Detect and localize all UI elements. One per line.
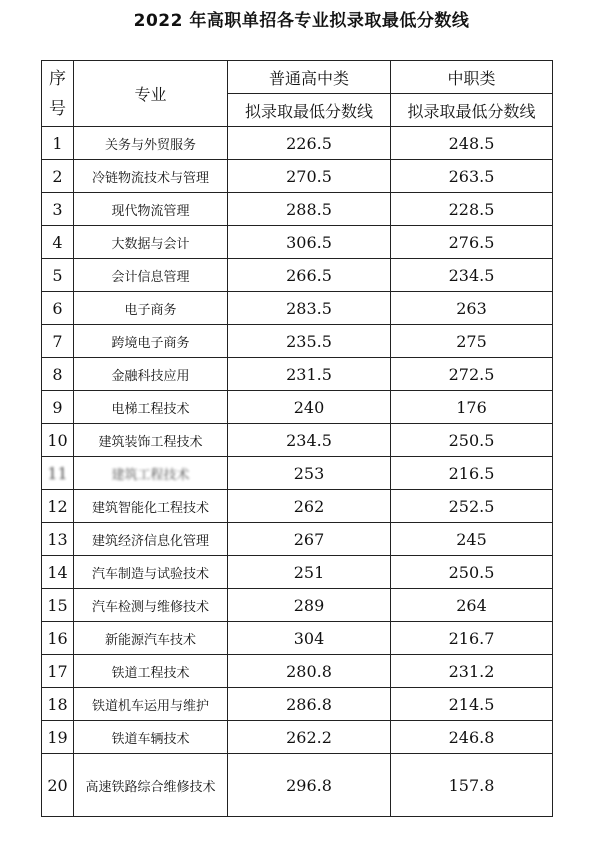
row-vocational-score: 272.5	[391, 358, 553, 391]
row-vocational-score: 276.5	[391, 226, 553, 259]
row-general-score: 304	[228, 622, 391, 655]
row-major: 新能源汽车技术	[74, 622, 228, 655]
header-index-line2: 号	[49, 98, 66, 119]
row-general-score: 267	[228, 523, 391, 556]
header-index-line1: 序	[49, 68, 66, 89]
row-index: 10	[42, 424, 74, 457]
table-row	[42, 160, 553, 193]
row-vocational-score: 250.5	[391, 424, 553, 457]
row-index: 1	[42, 127, 74, 160]
row-vocational-score: 263	[391, 292, 553, 325]
table-row	[42, 754, 553, 817]
row-major: 跨境电子商务	[74, 325, 228, 358]
row-major: 建筑智能化工程技术	[74, 490, 228, 523]
row-major: 会计信息管理	[74, 259, 228, 292]
header-index	[42, 61, 74, 127]
row-major-text: 建筑工程技术	[111, 467, 190, 483]
table-row	[42, 523, 553, 556]
row-vocational-score: 263.5	[391, 160, 553, 193]
row-major: 建筑装饰工程技术	[74, 424, 228, 457]
row-index: 7	[42, 325, 74, 358]
row-general-score: 306.5	[228, 226, 391, 259]
table-row	[42, 259, 553, 292]
table-row	[42, 457, 553, 490]
row-general-score: 280.8	[228, 655, 391, 688]
row-vocational-score: 275	[391, 325, 553, 358]
row-index: 17	[42, 655, 74, 688]
row-major: 大数据与会计	[74, 226, 228, 259]
row-vocational-score: 157.8	[391, 754, 553, 817]
row-vocational-score: 248.5	[391, 127, 553, 160]
row-index: 20	[42, 754, 74, 817]
row-vocational-score: 228.5	[391, 193, 553, 226]
row-vocational-score: 216.5	[391, 457, 553, 490]
table-row	[42, 490, 553, 523]
table-row	[42, 424, 553, 457]
header-vocational-min-score: 拟录取最低分数线	[391, 94, 553, 127]
row-index: 16	[42, 622, 74, 655]
row-vocational-score: 264	[391, 589, 553, 622]
row-general-score: 289	[228, 589, 391, 622]
row-major: 电梯工程技术	[74, 391, 228, 424]
row-major: 铁道车辆技术	[74, 721, 228, 754]
row-vocational-score: 252.5	[391, 490, 553, 523]
row-general-score: 234.5	[228, 424, 391, 457]
table-row	[42, 292, 553, 325]
table-row	[42, 556, 553, 589]
table-row	[42, 193, 553, 226]
row-index: 4	[42, 226, 74, 259]
row-general-score: 262	[228, 490, 391, 523]
table-row	[42, 688, 553, 721]
row-major: 高速铁路综合维修技术	[74, 754, 228, 817]
row-general-score: 240	[228, 391, 391, 424]
row-index: 2	[42, 160, 74, 193]
row-vocational-score: 234.5	[391, 259, 553, 292]
row-index-text: 11	[47, 463, 68, 483]
row-general-score: 296.8	[228, 754, 391, 817]
table-row	[42, 127, 553, 160]
row-general-score: 262.2	[228, 721, 391, 754]
row-index: 6	[42, 292, 74, 325]
row-index	[42, 457, 74, 490]
row-major: 现代物流管理	[74, 193, 228, 226]
table-body	[42, 127, 553, 817]
row-index: 12	[42, 490, 74, 523]
row-general-score: 253	[228, 457, 391, 490]
row-major: 汽车制造与试验技术	[74, 556, 228, 589]
row-general-score: 270.5	[228, 160, 391, 193]
row-major: 建筑经济信息化管理	[74, 523, 228, 556]
row-index: 19	[42, 721, 74, 754]
row-major: 汽车检测与维修技术	[74, 589, 228, 622]
score-table	[41, 60, 553, 817]
row-index: 18	[42, 688, 74, 721]
row-major: 冷链物流技术与管理	[74, 160, 228, 193]
row-major: 铁道机车运用与维护	[74, 688, 228, 721]
row-general-score: 226.5	[228, 127, 391, 160]
table-row	[42, 589, 553, 622]
row-general-score: 288.5	[228, 193, 391, 226]
row-vocational-score: 176	[391, 391, 553, 424]
row-index: 9	[42, 391, 74, 424]
row-major: 铁道工程技术	[74, 655, 228, 688]
header-major: 专业	[74, 61, 228, 127]
table-row	[42, 226, 553, 259]
row-vocational-score: 246.8	[391, 721, 553, 754]
table-header	[42, 61, 553, 127]
table-row	[42, 358, 553, 391]
row-general-score: 251	[228, 556, 391, 589]
table-row	[42, 721, 553, 754]
row-vocational-score: 214.5	[391, 688, 553, 721]
row-index: 15	[42, 589, 74, 622]
row-vocational-score: 231.2	[391, 655, 553, 688]
header-general-group: 普通高中类	[228, 61, 391, 94]
header-vocational-group: 中职类	[391, 61, 553, 94]
row-major	[74, 457, 228, 490]
row-major: 电子商务	[74, 292, 228, 325]
row-major: 金融科技应用	[74, 358, 228, 391]
row-general-score: 286.8	[228, 688, 391, 721]
row-index: 14	[42, 556, 74, 589]
header-general-min-score: 拟录取最低分数线	[228, 94, 391, 127]
row-vocational-score: 245	[391, 523, 553, 556]
row-general-score: 266.5	[228, 259, 391, 292]
page-title: 2022 年高职单招各专业拟录取最低分数线	[133, 11, 470, 31]
row-index: 8	[42, 358, 74, 391]
table-row	[42, 391, 553, 424]
row-index: 5	[42, 259, 74, 292]
row-vocational-score: 216.7	[391, 622, 553, 655]
table-row	[42, 325, 553, 358]
row-general-score: 231.5	[228, 358, 391, 391]
table-row	[42, 622, 553, 655]
table-row	[42, 655, 553, 688]
row-index: 13	[42, 523, 74, 556]
row-major: 关务与外贸服务	[74, 127, 228, 160]
row-general-score: 283.5	[228, 292, 391, 325]
row-general-score: 235.5	[228, 325, 391, 358]
row-index: 3	[42, 193, 74, 226]
row-vocational-score: 250.5	[391, 556, 553, 589]
